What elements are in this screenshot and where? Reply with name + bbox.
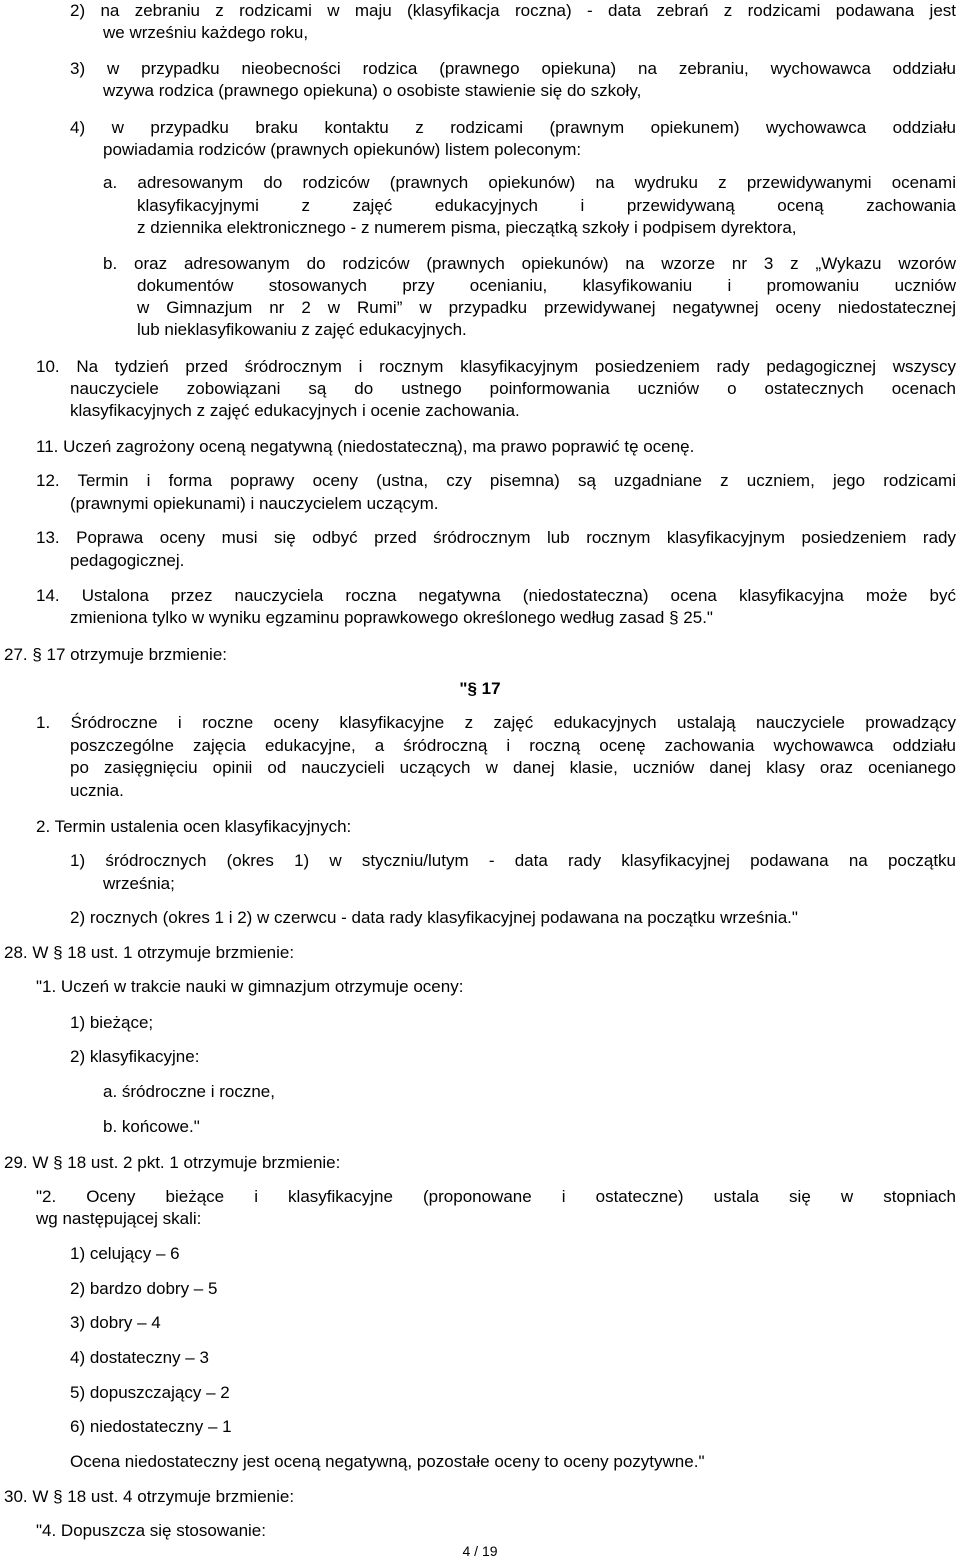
text-line: a. adresowanym do rodziców (prawnych opiekunów) na wydruku z przewidywanymi ocenami — [103, 173, 956, 192]
list-item: 1) celujący – 6 — [70, 1244, 180, 1263]
amendment-heading: 28. W § 18 ust. 1 otrzymuje brzmienie: — [4, 943, 295, 962]
text-line: "4. Dopuszcza się stosowanie: — [36, 1521, 266, 1540]
list-item: 1) bieżące; — [70, 1013, 154, 1032]
text-line: 3) w przypadku nieobecności rodzica (prawnego opiekuna) na zebraniu, wychowawca oddziału — [70, 59, 956, 78]
text-line: wg następującej skali: — [36, 1209, 202, 1228]
text-line: 13. Poprawa oceny musi się odbyć przed śródrocznym lub rocznym klasyfikacyjnym posiedzeniem rady — [36, 528, 956, 547]
text-line: (prawnymi opiekunami) i nauczycielem uczącym. — [70, 494, 439, 513]
text-line: 1) śródrocznych (okres 1) w styczniu/lutym - data rady klasyfikacyjnej podawana na początku — [70, 851, 956, 870]
text-line: we wrześniu każdego roku, — [103, 23, 309, 42]
list-item: 2) bardzo dobry – 5 — [70, 1279, 218, 1298]
text-line: 1. Śródroczne i roczne oceny klasyfikacyjne z zajęć edukacyjnych ustalają nauczyciele prowadzący — [36, 713, 956, 732]
text-line: po zasięgnięciu opinii od nauczycieli uczących w danej klasie, uczniów danej klasy oraz ocenianego — [70, 758, 956, 777]
page-number: 4 / 19 — [462, 1543, 498, 1559]
text-line: 14. Ustalona przez nauczyciela roczna negatywna (niedostateczna) ocena klasyfikacyjna może być — [36, 586, 956, 605]
text-line: ucznia. — [70, 781, 124, 800]
list-item: 3) dobry – 4 — [70, 1313, 161, 1332]
text-line: b. oraz adresowanym do rodziców (prawnych opiekunów) na wzorze nr 3 z „Wykazu wzorów — [103, 254, 956, 273]
text-line: nauczyciele zobowiązani są do ustnego poinformowania uczniów o ostatecznych ocenach — [70, 379, 956, 398]
list-item: 2) klasyfikacyjne: — [70, 1047, 200, 1066]
list-item: b. końcowe." — [103, 1117, 200, 1136]
text-line: "1. Uczeń w trakcie nauki w gimnazjum otrzymuje oceny: — [36, 977, 464, 996]
text-line: lub nieklasyfikowaniu z zajęć edukacyjnych. — [137, 320, 467, 339]
text-line: zmieniona tylko w wyniku egzaminu poprawkowego określonego według zasad § 25." — [70, 608, 713, 627]
text-line: pedagogicznej. — [70, 551, 185, 570]
text-line: września; — [103, 874, 175, 893]
amendment-heading: 30. W § 18 ust. 4 otrzymuje brzmienie: — [4, 1487, 295, 1506]
text-line: 2) na zebraniu z rodzicami w maju (klasyfikacja roczna) - data zebrań z rodzicami podawana jest — [70, 1, 956, 20]
section-heading: "§ 17 — [459, 679, 501, 698]
text-line: 12. Termin i forma poprawy oceny (ustna, czy pisemna) są uzgadniane z uczniem, jego rodzicami — [36, 471, 956, 490]
text-line: "2. Oceny bieżące i klasyfikacyjne (proponowane i ostateczne) ustala się w stopniach — [36, 1187, 956, 1206]
list-item: 6) niedostateczny – 1 — [70, 1417, 232, 1436]
text-line: klasyfikacyjnymi z zajęć edukacyjnych i przewidywaną oceną zachowania — [137, 196, 956, 215]
text-line: wzywa rodzica (prawnego opiekuna) o osobiste stawienie się do szkoły, — [103, 81, 642, 100]
list-item: 5) dopuszczający – 2 — [70, 1383, 230, 1402]
text-line: 11. Uczeń zagrożony oceną negatywną (niedostateczną), ma prawo poprawić tę ocenę. — [36, 437, 695, 456]
list-item: a. śródroczne i roczne, — [103, 1082, 275, 1101]
text-line: 2. Termin ustalenia ocen klasyfikacyjnych: — [36, 817, 352, 836]
list-item: 4) dostateczny – 3 — [70, 1348, 209, 1367]
text-line: klasyfikacyjnych z zajęć edukacyjnych i ocenie zachowania. — [70, 401, 520, 420]
text-line: powiadamia rodziców (prawnych opiekunów) listem poleconym: — [103, 140, 582, 159]
text-line: Ocena niedostateczny jest oceną negatywną, pozostałe oceny to oceny pozytywne." — [70, 1452, 705, 1471]
text-line: z dziennika elektronicznego - z numerem pisma, pieczątką szkoły i podpisem dyrektora, — [137, 218, 797, 237]
text-line: 10. Na tydzień przed śródrocznym i rocznym klasyfikacyjnym posiedzeniem rady pedagogicznej wszyscy — [36, 357, 956, 376]
text-line: w Gimnazjum nr 2 w Rumi” w przypadku przewidywanej negatywnej oceny niedostatecznej — [137, 298, 956, 317]
text-line: dokumentów stosowanych przy ocenianiu, klasyfikowaniu i promowaniu uczniów — [137, 276, 956, 295]
text-line: 4) w przypadku braku kontaktu z rodzicami (prawnym opiekunem) wychowawca oddziału — [70, 118, 956, 137]
text-line: 2) rocznych (okres 1 i 2) w czerwcu - data rady klasyfikacyjnej podawana na początku września." — [70, 908, 798, 927]
amendment-heading: 27. § 17 otrzymuje brzmienie: — [4, 645, 227, 664]
amendment-heading: 29. W § 18 ust. 2 pkt. 1 otrzymuje brzmienie: — [4, 1153, 341, 1172]
text-line: poszczególne zajęcia edukacyjne, a śródroczną i roczną ocenę zachowania wychowawca oddziału — [70, 736, 956, 755]
